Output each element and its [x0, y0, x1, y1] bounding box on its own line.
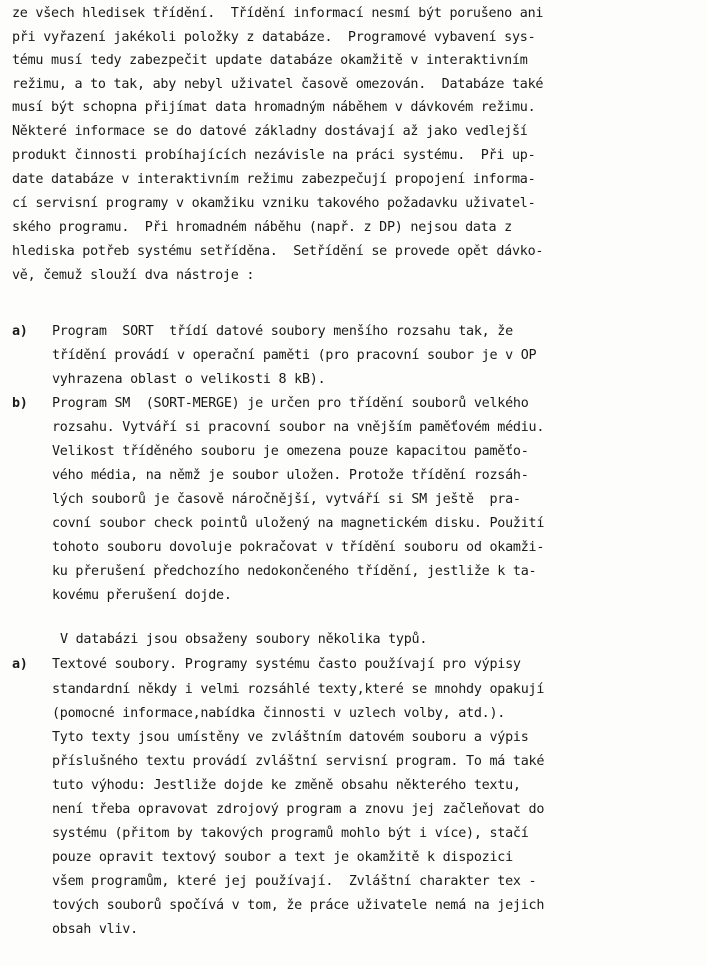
text-line: musí být schopna přijímat data hromadným náběhem v dávkovém režimu. — [12, 100, 536, 115]
text-line: Textové soubory. Programy systému často používají pro výpisy — [52, 657, 521, 672]
text-line: rozsahu. Vytváří si pracovní soubor na vnějším paměťovém médiu. — [52, 420, 545, 435]
text-line: Program SORT třídí datové soubory menšího rozsahu tak, že — [52, 324, 513, 339]
text-line: třídění provádí v operační paměti (pro pracovní soubor je v OP — [52, 348, 537, 363]
text-line: covní soubor check pointů uložený na magnetickém disku. Použití — [52, 516, 545, 531]
text-line: režimu, a to tak, aby nebyl uživatel časově omezován. Databáze také — [12, 77, 544, 92]
text-line: standardní někdy i velmi rozsáhlé texty,které se mnohdy opakují — [52, 682, 545, 697]
text-line: příslušného textu provádí zvláštní servisní program. To má také — [52, 754, 545, 769]
text-line: Některé informace se do datové základny dostávají až jako vedlejší — [12, 124, 528, 139]
text-line: vého média, na němž je soubor uložen. Protože třídění rozsáh- — [52, 468, 529, 483]
text-line: tových souborů spočívá v tom, že práce uživatele nemá na jejich — [52, 898, 545, 913]
list-marker: a) — [12, 657, 28, 672]
text-line: vyhrazena oblast o velikosti 8 kB). — [52, 372, 326, 387]
text-line: pouze opravit textový soubor a text je okamžitě k dispozici — [52, 850, 513, 865]
text-line: tuto výhodu: Jestliže dojde ke změně obsahu některého textu, — [52, 778, 521, 793]
text-line: ze všech hledisek třídění. Třídění informací nesmí být porušeno ani — [12, 6, 544, 21]
text-line: vě, čemuž slouží dva nástroje : — [12, 268, 255, 283]
text-line: všem programům, které jej používají. Zvláštní charakter tex - — [52, 874, 537, 889]
text-line: není třeba opravovat zdrojový program a znovu jej začleňovat do — [52, 802, 545, 817]
text-line: date databáze v interaktivním režimu zabezpečují propojení informa- — [12, 172, 536, 187]
text-line: Velikost tříděného souboru je omezena pouze kapacitou paměťo- — [52, 444, 529, 459]
text-line: ského programu. Při hromadném náběhu (např. z DP) nejsou data z — [12, 220, 512, 235]
text-line: lých souborů je časově náročnější, vytváří si SM ještě pra- — [52, 492, 521, 507]
text-line: při vyřazení jakékoli položky z databáze. Programové vybavení sys- — [12, 30, 536, 45]
text-line: (pomocné informace,nabídka činnosti v uzlech volby, atd.). — [52, 706, 506, 721]
text-line: systému (přitom by takových programů mohlo být i více), stačí — [52, 826, 529, 841]
list-marker: b) — [12, 396, 28, 411]
text-line: Program SM (SORT-MERGE) je určen pro třídění souborů velkého — [52, 396, 529, 411]
text-line: hlediska potřeb systému setříděna. Setřídění se provede opět dávko- — [12, 244, 544, 259]
text-line: tohoto souboru dovoluje pokračovat v třídění souboru od okamži- — [52, 540, 545, 555]
text-line: cí servisní programy v okamžiku vzniku takového požadavku uživatel- — [12, 196, 536, 211]
text-line: ku přerušení předchozího nedokončeného třídění, jestliže k ta- — [52, 564, 537, 579]
list-marker: a) — [12, 324, 28, 339]
text-line: tému musí tedy zabezpečit update databáze okamžitě v interaktivním — [12, 53, 528, 68]
text-line: obsah vliv. — [52, 922, 138, 937]
text-line: produkt činnosti probíhajících nezávisle na práci systému. Při up- — [12, 148, 536, 163]
text-line: Tyto texty jsou umístěny ve zvláštním datovém souboru a výpis — [52, 730, 529, 745]
database-files-intro: V databázi jsou obsaženy soubory několika typů. — [60, 632, 428, 647]
text-line: kovému přerušení dojde. — [52, 588, 232, 603]
